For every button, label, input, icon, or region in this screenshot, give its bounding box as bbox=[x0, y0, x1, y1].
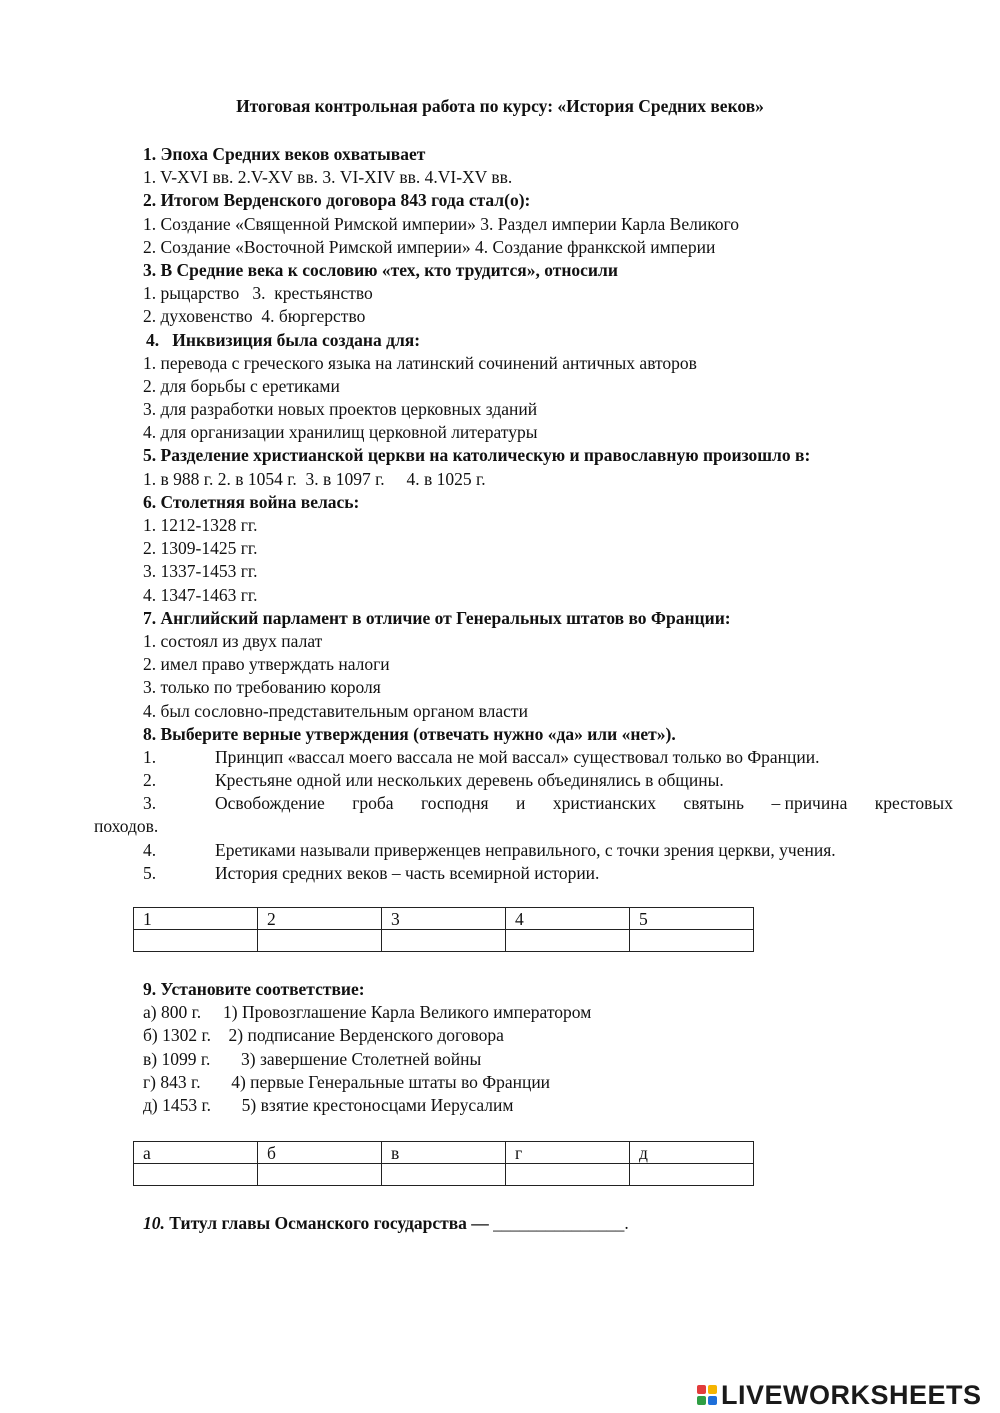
logo-square bbox=[708, 1396, 717, 1405]
question-3-option: 1. рыцарство 3. крестьянство bbox=[143, 283, 373, 304]
answer-cell-4[interactable] bbox=[506, 930, 630, 952]
question-10-blank[interactable]: _______________. bbox=[493, 1213, 629, 1233]
question-3-title: 3. В Средние века к сословию «тех, кто трудится», относили bbox=[143, 259, 618, 280]
question-10-text: Титул главы Османского государства — bbox=[164, 1213, 494, 1233]
question-4-option: 2. для борьбы с еретиками bbox=[143, 375, 340, 396]
answer-cell-5[interactable] bbox=[630, 930, 754, 952]
page-title: Итоговая контрольная работа по курсу: «История Средних веков» bbox=[236, 96, 764, 116]
statement-item bbox=[143, 746, 953, 769]
statement-word: – причина bbox=[771, 793, 848, 814]
match-pair: г) 843 г. 4) первые Генеральные штаты во Франции bbox=[143, 1071, 551, 1092]
question-9-block bbox=[143, 978, 953, 1117]
question-4-option: 4. для организации хранилищ церковной литературы bbox=[143, 422, 538, 443]
question-3-option: 2. духовенство 4. бюргерство bbox=[143, 306, 366, 327]
statement-word: Освобождение bbox=[215, 793, 325, 814]
logo-square bbox=[708, 1385, 717, 1394]
answer-cell-3[interactable] bbox=[382, 930, 506, 952]
answer-cell-a[interactable] bbox=[134, 1164, 258, 1186]
statement-word: христианских bbox=[552, 793, 656, 814]
question-7-option: 1. состоял из двух палат bbox=[143, 630, 323, 651]
match-pair: б) 1302 г. 2) подписание Верденского договора bbox=[143, 1025, 504, 1046]
statement-continuation: походов. bbox=[94, 816, 159, 837]
table-header-cell: 4 bbox=[506, 908, 630, 930]
question-2-option: 1. Создание «Священной Римской империи» 3. Раздел империи Карла Великого bbox=[143, 213, 740, 234]
table-header-cell: д bbox=[630, 1142, 754, 1164]
question-7-option: 2. имел право утверждать налоги bbox=[143, 654, 390, 675]
answer-table-q9 bbox=[133, 1141, 754, 1186]
question-10 bbox=[143, 1212, 953, 1235]
question-2-title: 2. Итогом Верденского договора 843 года стал(о): bbox=[143, 190, 531, 211]
statement-text bbox=[215, 792, 953, 815]
question-6-option: 3. 1337-1453 гг. bbox=[143, 561, 258, 582]
question-1-options: 1. V-XVI вв. 2.V-XV вв. 3. VI-XIV вв. 4.VI-XV вв. bbox=[143, 167, 513, 188]
match-pair: а) 800 г. 1) Провозглашение Карла Великого императором bbox=[143, 1002, 592, 1023]
question-5-options: 1. в 988 г. 2. в 1054 г. 3. в 1097 г. 4. в 1025 г. bbox=[143, 468, 486, 489]
statement-item bbox=[143, 769, 953, 792]
table-header-cell: г bbox=[506, 1142, 630, 1164]
answer-cell-1[interactable] bbox=[134, 930, 258, 952]
statement-text: История средних веков – часть всемирной истории. bbox=[215, 862, 600, 883]
table-answer-row bbox=[134, 1164, 754, 1186]
answer-cell-v[interactable] bbox=[382, 1164, 506, 1186]
table-header-cell: в bbox=[382, 1142, 506, 1164]
statement-word: и bbox=[516, 793, 526, 814]
answer-cell-g[interactable] bbox=[506, 1164, 630, 1186]
statement-word: гроба bbox=[352, 793, 394, 814]
question-7-option: 3. только по требованию короля bbox=[143, 677, 381, 698]
statement-item bbox=[143, 792, 953, 815]
liveworksheets-logo-icon bbox=[697, 1385, 717, 1405]
logo-square bbox=[697, 1385, 706, 1394]
statement-item bbox=[143, 839, 953, 862]
question-2-option: 2. Создание «Восточной Римской империи» 4. Создание франкской империи bbox=[143, 236, 716, 257]
answer-cell-d[interactable] bbox=[630, 1164, 754, 1186]
answer-cell-2[interactable] bbox=[258, 930, 382, 952]
statement-text: Крестьяне одной или нескольких деревень объединялись в общины. bbox=[215, 770, 724, 791]
table-answer-row bbox=[134, 930, 754, 952]
statement-number: 3. bbox=[143, 793, 157, 814]
question-5-title: 5. Разделение христианской церкви на католическую и православную произошло в: bbox=[143, 445, 811, 466]
match-pair: д) 1453 г. 5) взятие крестоносцами Иерусалим bbox=[143, 1094, 514, 1115]
table-header-cell: 1 bbox=[134, 908, 258, 930]
table-header-cell: 5 bbox=[630, 908, 754, 930]
question-1-title: 1. Эпоха Средних веков охватывает bbox=[143, 144, 426, 164]
statement-number: 4. bbox=[143, 839, 157, 860]
question-10-number: 10. bbox=[143, 1213, 165, 1233]
statement-number: 1. bbox=[143, 746, 157, 767]
table-header-cell: 2 bbox=[258, 908, 382, 930]
liveworksheets-watermark bbox=[697, 1377, 982, 1413]
table-header-cell: а bbox=[134, 1142, 258, 1164]
question-6-title: 6. Столетняя война велась: bbox=[143, 491, 360, 512]
statement-number: 5. bbox=[143, 862, 157, 883]
question-9-title: 9. Установите соответствие: bbox=[143, 979, 365, 999]
table-header-cell: б bbox=[258, 1142, 382, 1164]
question-7-title: 7. Английский парламент в отличие от Генеральных штатов во Франции: bbox=[143, 607, 731, 628]
question-4-option: 3. для разработки новых проектов церковных зданий bbox=[143, 399, 538, 420]
question-7-option: 4. был сословно-представительным органом власти bbox=[143, 700, 528, 721]
statement-word: крестовых bbox=[874, 793, 953, 814]
table-header-cell: 3 bbox=[382, 908, 506, 930]
answer-cell-b[interactable] bbox=[258, 1164, 382, 1186]
answer-table-q8 bbox=[133, 907, 754, 952]
statement-number: 2. bbox=[143, 770, 157, 791]
statement-item bbox=[143, 862, 953, 885]
match-pair: в) 1099 г. 3) завершение Столетней войны bbox=[143, 1048, 482, 1069]
statement-text: Еретиками называли приверженцев неправильного, с точки зрения церкви, учения. bbox=[215, 839, 836, 860]
logo-square bbox=[697, 1396, 706, 1405]
question-6-option: 4. 1347-1463 гг. bbox=[143, 584, 258, 605]
statement-word: господня bbox=[420, 793, 489, 814]
question-4-title: 4. Инквизиция была создана для: bbox=[146, 329, 421, 350]
table-header-row bbox=[134, 1142, 754, 1164]
question-6-option: 2. 1309-1425 гг. bbox=[143, 538, 258, 559]
table-header-row bbox=[134, 908, 754, 930]
statement-text: Принцип «вассал моего вассала не мой вассал» существовал только во Франции. bbox=[215, 746, 820, 767]
question-4-option: 1. перевода с греческого языка на латинский сочинений античных авторов bbox=[143, 352, 697, 373]
questions-block bbox=[94, 143, 953, 885]
statement-word: святынь bbox=[683, 793, 745, 814]
question-8-title: 8. Выберите верные утверждения (отвечать нужно «да» или «нет»). bbox=[143, 723, 676, 744]
question-6-option: 1. 1212-1328 гг. bbox=[143, 515, 258, 535]
watermark-text: LIVEWORKSHEETS bbox=[721, 1379, 982, 1410]
